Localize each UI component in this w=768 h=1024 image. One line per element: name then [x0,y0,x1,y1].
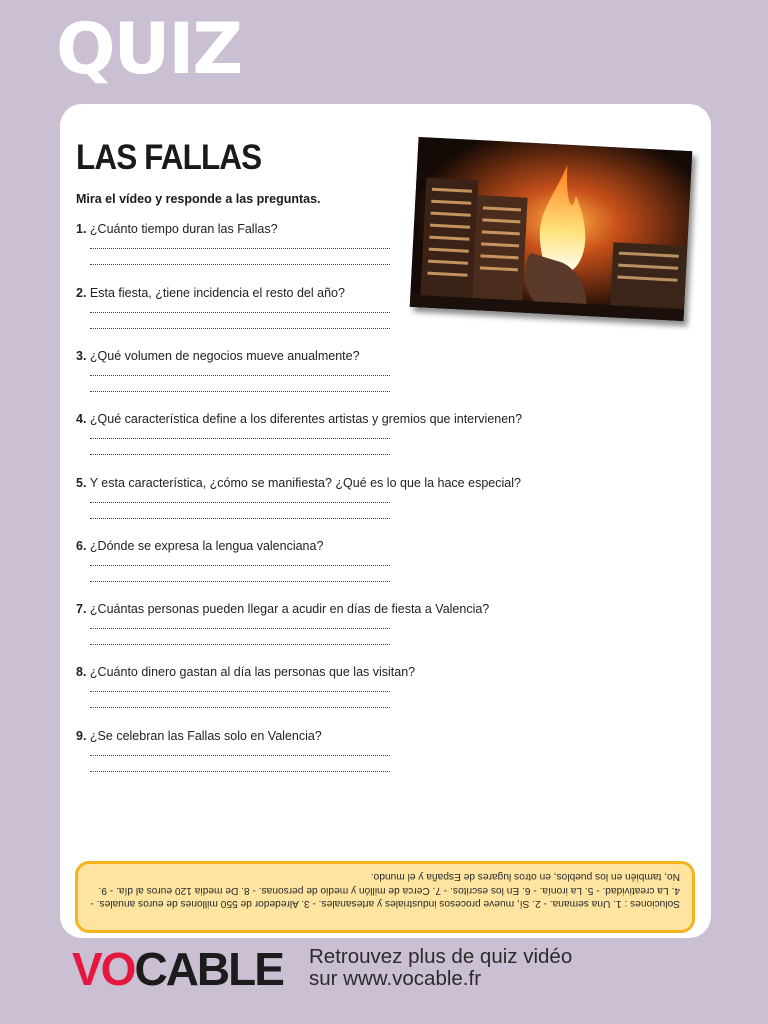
fallas-fire-photo [410,137,693,321]
answer-line[interactable] [90,581,390,582]
footer-tagline [309,946,572,990]
question-4: 4. ¿Qué característica define a los diferentes artistas y gremios que intervienen? [76,412,523,426]
answer-line[interactable] [90,264,390,265]
answer-line[interactable] [90,375,390,376]
tagline-website-link[interactable]: sur www.vocable.fr [309,967,482,990]
answer-line[interactable] [90,628,390,629]
worksheet-title: LAS FALLAS [76,138,262,177]
answer-line[interactable] [90,691,390,692]
quiz-header: QUIZ [56,8,242,90]
vocable-logo[interactable]: VOCABLE [72,943,283,995]
answer-line[interactable] [90,438,390,439]
answer-line[interactable] [90,518,390,519]
question-1: 1. ¿Cuánto tiempo duran las Fallas? [76,222,278,236]
answer-line[interactable] [90,312,390,313]
question-9: 9. ¿Se celebran las Fallas solo en Valencia? [76,729,322,743]
answer-line[interactable] [90,502,390,503]
question-3: 3. ¿Qué volumen de negocios mueve anualmente? [76,349,360,363]
fire-image [410,137,693,321]
question-7: 7. ¿Cuántas personas pueden llegar a acudir en días de fiesta a Valencia? [76,602,490,616]
worksheet-card [60,104,711,938]
question-8: 8. ¿Cuánto dinero gastan al día las personas que las visitan? [76,665,416,679]
instruction-text: Mira el vídeo y responde a las preguntas. [76,192,321,206]
solutions-text: Soluciones : 1. Una semana. - 2. Sí, mueve procesos industriales y artesanales. - 3. Alrededor de 550 millones de euros anuales. - 4. La creatividad. - 5. La ironía. - 6. En los escritos. - 7. Cerca de millón y medio de personas. - 8. De media 120 euros al día. - 9. No, también en los pueblos, en otros lugares de España y el mundo. [90,871,680,910]
answer-line[interactable] [90,454,390,455]
solutions-box [75,861,695,933]
answer-line[interactable] [90,565,390,566]
answer-line[interactable] [90,771,390,772]
answer-line[interactable] [90,391,390,392]
answer-line[interactable] [90,644,390,645]
question-2: 2. Esta fiesta, ¿tiene incidencia el resto del año? [76,286,345,300]
question-6: 6. ¿Dónde se expresa la lengua valenciana? [76,539,324,553]
answer-line[interactable] [90,755,390,756]
answer-line[interactable] [90,248,390,249]
answer-line[interactable] [90,328,390,329]
tagline-line-1: Retrouvez plus de quiz vidéo [309,945,573,968]
question-5: 5. Y esta característica, ¿cómo se manifiesta? ¿Qué es lo que la hace especial? [76,476,521,490]
answer-line[interactable] [90,707,390,708]
